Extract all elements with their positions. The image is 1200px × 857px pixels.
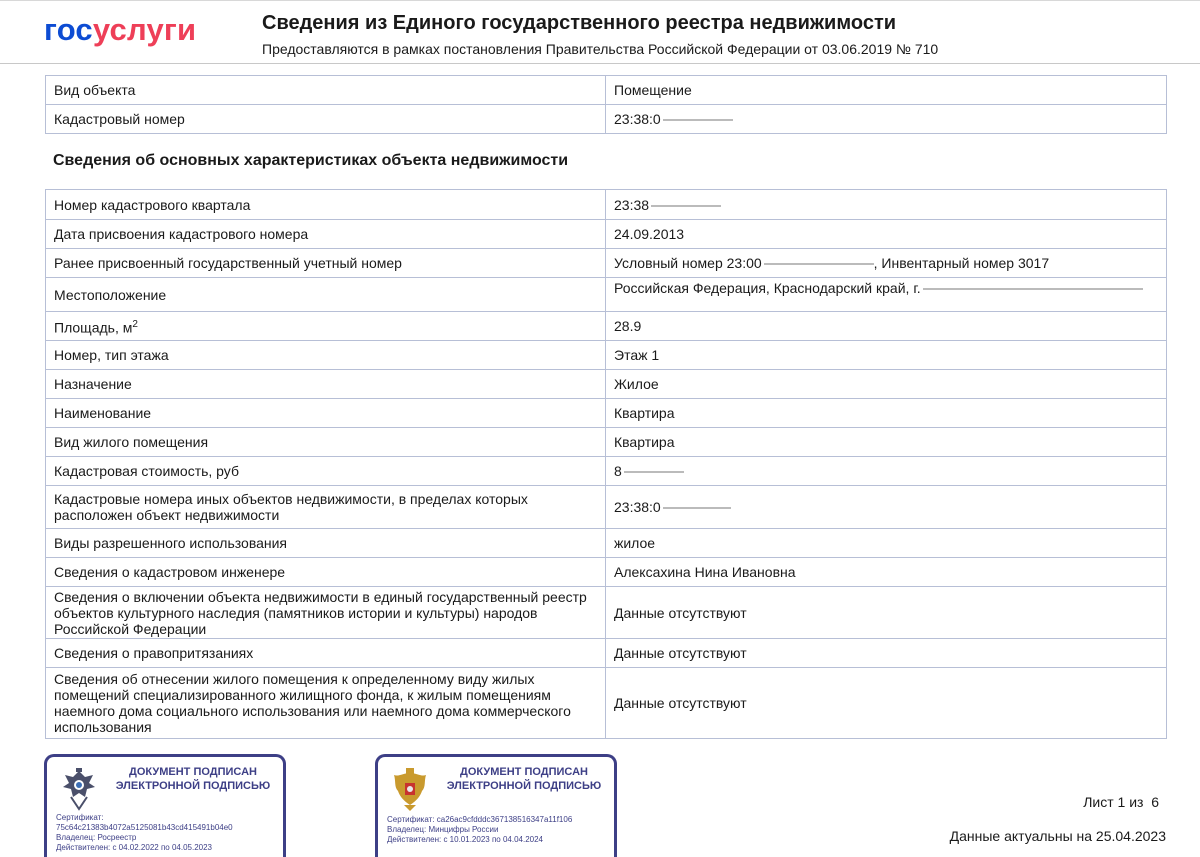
table-row	[46, 428, 1167, 457]
section-title: Сведения об основных характеристиках объекта недвижимости	[53, 152, 569, 169]
logo-part-uslugi: услуги	[92, 12, 197, 47]
prev-number-value	[606, 249, 1167, 278]
table-row	[46, 220, 1167, 249]
area-value: 28.9	[606, 312, 1167, 341]
purpose-label: Назначение	[46, 370, 606, 399]
location-text: Российская Федерация, Краснодарский край, г.	[614, 280, 921, 296]
table-row	[46, 312, 1167, 341]
table-row	[46, 457, 1167, 486]
prev-number-text-b: , Инвентарный номер 3017	[873, 255, 1050, 271]
name-label: Наименование	[46, 399, 606, 428]
table-row	[46, 249, 1167, 278]
floor-value: Этаж 1	[606, 341, 1167, 370]
russian-coat-of-arms-icon	[390, 767, 430, 813]
table-row	[46, 278, 1167, 312]
table-row	[46, 341, 1167, 370]
table-row	[46, 76, 1167, 105]
redaction-mark	[624, 471, 684, 473]
cost-label: Кадастровая стоимость, руб	[46, 457, 606, 486]
object-type-label: Вид объекта	[46, 76, 606, 105]
page-number: Лист 1 из 6	[1083, 794, 1159, 810]
date-label: Дата присвоения кадастрового номера	[46, 220, 606, 249]
parent-numbers-value	[606, 486, 1167, 529]
parent-numbers-text: 23:38:0	[614, 499, 661, 515]
area-label	[46, 312, 606, 341]
table-row	[46, 105, 1167, 134]
gosuslugi-logo	[44, 13, 196, 47]
stamp-cert: 75c64c21383b4072a5125081b43cd415491b04e0	[56, 823, 233, 832]
table-row	[46, 399, 1167, 428]
name-value: Квартира	[606, 399, 1167, 428]
cultural-label: Сведения о включении объекта недвижимости в единый государственный реестр объектов культурного наследия (памятников истории и культуры) народов Российской Федерации	[46, 587, 606, 639]
cadastral-number-text: 23:38:0	[614, 111, 661, 127]
quarter-label: Номер кадастрового квартала	[46, 190, 606, 220]
location-value	[606, 278, 1167, 312]
cultural-value: Данные отсутствуют	[606, 587, 1167, 639]
quarter-value	[606, 190, 1167, 220]
prev-number-label: Ранее присвоенный государственный учетный номер	[46, 249, 606, 278]
stamp-title: ДОКУМЕНТ ПОДПИСАН ЭЛЕКТРОННОЙ ПОДПИСЬЮ	[446, 766, 602, 792]
data-actual-date: Данные актуальны на 25.04.2023	[949, 828, 1166, 844]
permitted-use-label: Виды разрешенного использования	[46, 529, 606, 558]
area-unit-sup: 2	[132, 318, 138, 330]
living-type-label: Вид жилого помещения	[46, 428, 606, 457]
claims-value: Данные отсутствуют	[606, 639, 1167, 668]
document-subtitle: Предоставляются в рамках постановления Правительства Российской Федерации от 03.06.2019 № 710	[262, 41, 939, 57]
floor-label: Номер, тип этажа	[46, 341, 606, 370]
header-divider	[0, 63, 1200, 64]
specialized-label: Сведения об отнесении жилого помещения к определенному виду жилых помещений специализированного жилищного фонда, к жилым помещениям наемного дома социального использования или наемного дома коммерческого использования	[46, 668, 606, 739]
claims-label: Сведения о правопритязаниях	[46, 639, 606, 668]
cadastral-number-value	[606, 105, 1167, 134]
area-label-text: Площадь, м	[54, 319, 133, 336]
stamp-title: ДОКУМЕНТ ПОДПИСАН ЭЛЕКТРОННОЙ ПОДПИСЬЮ	[115, 766, 271, 792]
redaction-mark	[663, 507, 731, 509]
cost-value	[606, 457, 1167, 486]
purpose-value: Жилое	[606, 370, 1167, 399]
document-header	[0, 0, 1200, 62]
location-label: Местоположение	[46, 278, 606, 312]
cost-text: 8	[614, 463, 622, 479]
table-row	[46, 587, 1167, 639]
permitted-use-value: жилое	[606, 529, 1167, 558]
table-row	[46, 370, 1167, 399]
parent-numbers-label: Кадастровые номера иных объектов недвижимости, в пределах которых расположен объект недвижимости	[46, 486, 606, 529]
specialized-value: Данные отсутствуют	[606, 668, 1167, 739]
redaction-mark	[651, 205, 721, 207]
table-row	[46, 558, 1167, 587]
cadastral-number-label: Кадастровый номер	[46, 105, 606, 134]
characteristics-table	[45, 189, 1167, 739]
stamp-valid: Действителен: с 10.01.2023 по 04.04.2024	[387, 835, 543, 844]
table-row	[46, 639, 1167, 668]
living-type-value: Квартира	[606, 428, 1167, 457]
signature-stamp-rosreestr	[44, 754, 286, 857]
redaction-mark	[764, 263, 874, 265]
document-title: Сведения из Единого государственного реестра недвижимости	[262, 12, 897, 34]
stamp-owner: Владелец: Росреестр	[56, 833, 137, 842]
engineer-value: Алексахина Нина Ивановна	[606, 558, 1167, 587]
table-row	[46, 486, 1167, 529]
table-row	[46, 529, 1167, 558]
stamp-info	[56, 813, 233, 853]
prev-number-text-a: Условный номер 23:00	[614, 255, 762, 271]
redaction-mark	[923, 288, 1143, 290]
quarter-text: 23:38	[614, 196, 650, 213]
stamp-owner: Владелец: Минцифры России	[387, 825, 499, 834]
rosreestr-emblem-icon	[59, 767, 99, 813]
table-row	[46, 190, 1167, 220]
stamp-cert: Сертификат: ca26ac9cfdddc367138516347a11f106	[387, 815, 573, 824]
object-type-value: Помещение	[606, 76, 1167, 105]
table-row	[46, 668, 1167, 739]
stamp-valid: Действителен: с 04.02.2022 по 04.05.2023	[56, 843, 212, 852]
signature-stamp-mincifry	[375, 754, 617, 857]
engineer-label: Сведения о кадастровом инженере	[46, 558, 606, 587]
stamp-cert-label: Сертификат:	[56, 813, 104, 822]
redaction-mark	[663, 119, 733, 121]
date-value: 24.09.2013	[606, 220, 1167, 249]
stamp-info	[387, 815, 572, 845]
object-table	[45, 75, 1167, 134]
logo-part-gos: гос	[44, 12, 93, 47]
